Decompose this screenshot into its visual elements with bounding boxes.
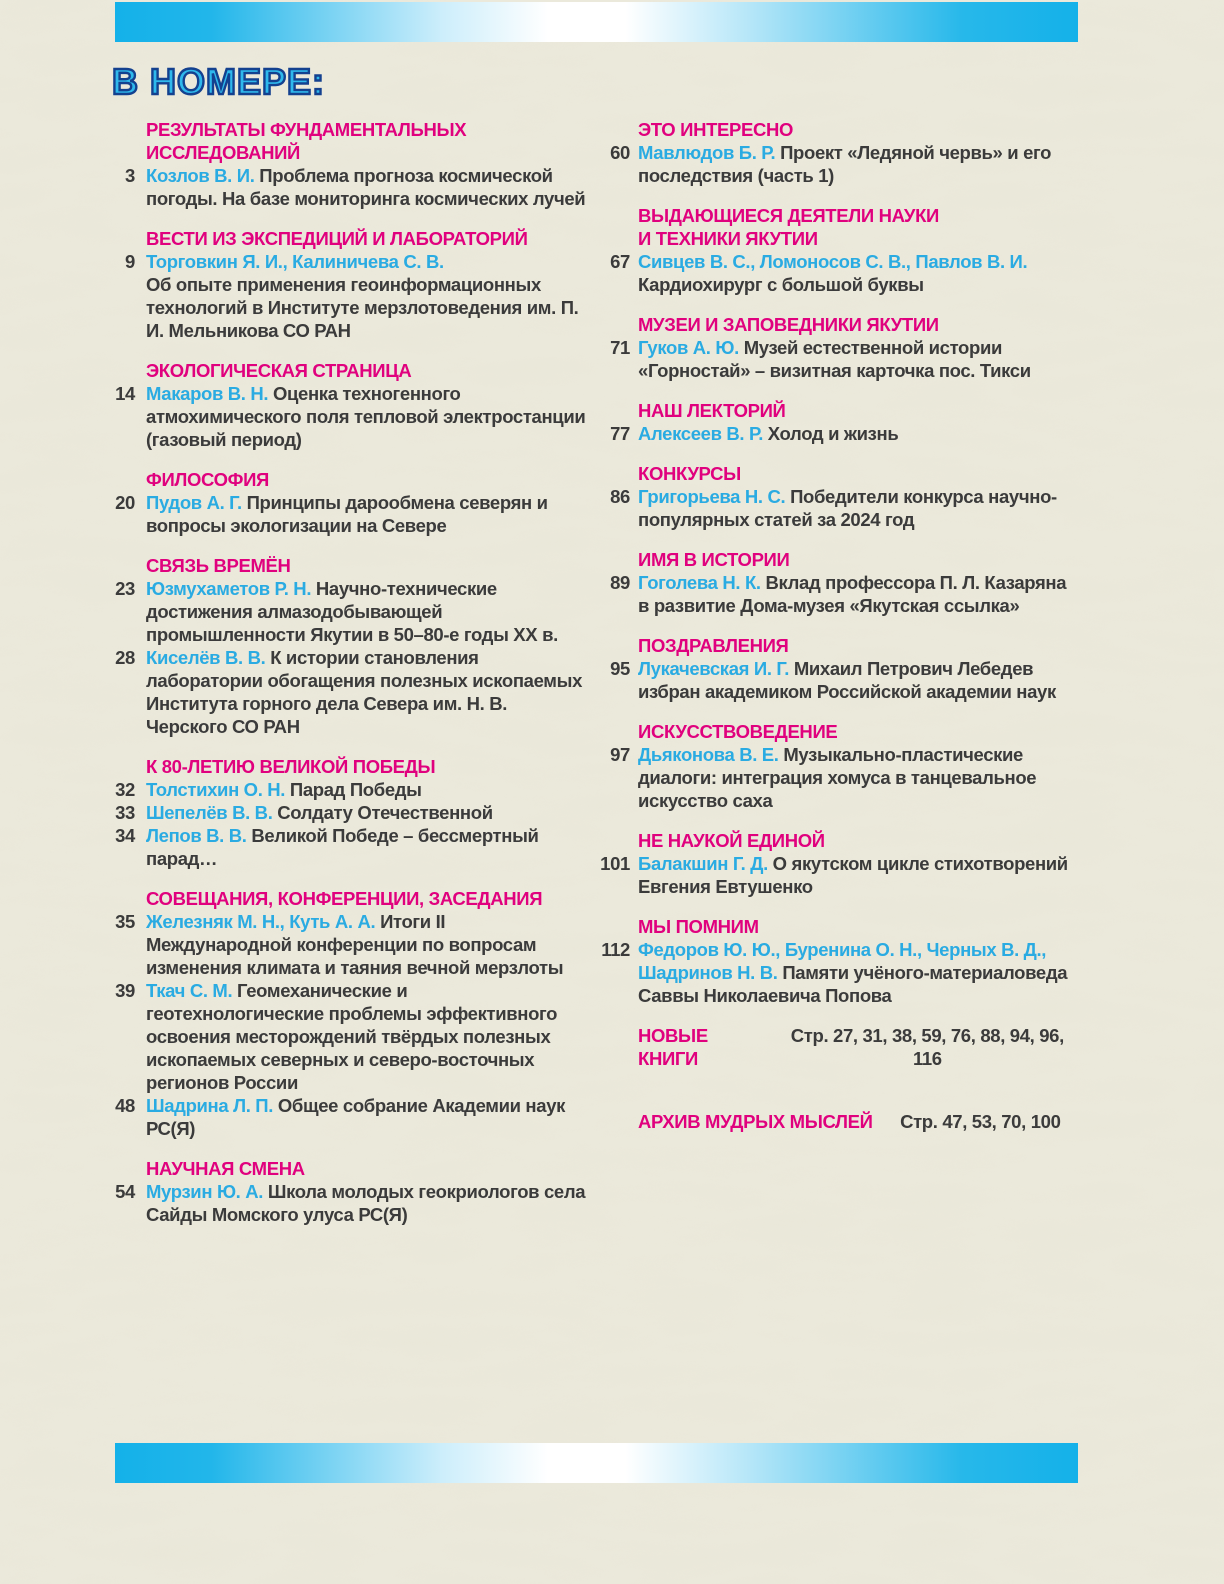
entry-body xyxy=(638,485,1074,531)
entry-body xyxy=(146,979,588,1094)
toc-section xyxy=(586,204,1074,296)
entry-page-number: 67 xyxy=(610,251,630,272)
section-header: СВЯЗЬ ВРЕМЁН xyxy=(146,555,291,576)
entry-title: Музыкально-пластические диалоги: интеграция хомуса в танцевальное искусство саха xyxy=(638,744,1037,811)
entry-page-number: 60 xyxy=(610,142,630,163)
toc-ref-section xyxy=(586,1024,1074,1070)
entry-page-number: 101 xyxy=(600,853,630,874)
entry-body xyxy=(638,571,1074,617)
entry-authors: Гуков А. Ю. xyxy=(638,337,744,358)
entry-title: Вклад профессора П. Л. Казаряна в развитие Дома-музея «Якутская ссылка» xyxy=(638,572,1067,616)
toc-entry xyxy=(586,657,1074,703)
toc-entry xyxy=(586,422,1074,445)
section-header: НОВЫЕ КНИГИ xyxy=(638,1025,708,1069)
entry-title: Памяти учёного-материаловеда Саввы Николаевича Попова xyxy=(638,962,1068,1006)
section-header: МУЗЕИ И ЗАПОВЕДНИКИ ЯКУТИИ xyxy=(638,314,939,335)
entry-authors: Гоголева Н. К. xyxy=(638,572,766,593)
toc-section xyxy=(586,548,1074,617)
toc-entry xyxy=(96,979,588,1094)
toc-entry xyxy=(586,743,1074,812)
section-header: НАШ ЛЕКТОРИЙ xyxy=(638,400,786,421)
entry-body xyxy=(638,743,1074,812)
toc-entry xyxy=(96,1094,588,1140)
entry-page-number: 34 xyxy=(115,825,135,846)
section-header: ИМЯ В ИСТОРИИ xyxy=(638,549,790,570)
toc-entry xyxy=(586,571,1074,617)
entry-body xyxy=(638,657,1074,703)
entry-title: Парад Победы xyxy=(289,779,422,800)
toc-entry xyxy=(96,577,588,646)
entry-body xyxy=(638,336,1074,382)
toc-section xyxy=(586,313,1074,382)
toc-column-left xyxy=(96,118,588,1226)
entry-page-number: 3 xyxy=(125,165,135,186)
entry-body xyxy=(146,250,588,342)
toc-section xyxy=(586,915,1074,1007)
entry-title: Кардиохирург с большой буквы xyxy=(638,274,924,295)
section-header: ЭТО ИНТЕРЕСНО xyxy=(638,119,794,140)
entry-authors: Козлов В. И. xyxy=(146,165,260,186)
entry-page-number: 32 xyxy=(115,779,135,800)
section-page-refs: Стр. 27, 31, 38, 59, 76, 88, 94, 96, 116 xyxy=(790,1025,1064,1069)
entry-page-number: 23 xyxy=(115,578,135,599)
entry-body xyxy=(638,422,1074,445)
entry-page-number: 48 xyxy=(115,1095,135,1116)
toc-section xyxy=(586,399,1074,445)
toc-entry xyxy=(96,910,588,979)
section-header: РЕЗУЛЬТАТЫ ФУНДАМЕНТАЛЬНЫХ xyxy=(146,119,467,140)
toc-section xyxy=(586,462,1074,531)
page-title: В НОМЕРЕ: xyxy=(112,61,326,102)
entry-authors: Лепов В. В. xyxy=(146,825,252,846)
entry-title: Музей естественной истории «Горностай» – визитная карточка пос. Тикси xyxy=(638,337,1031,381)
entry-title: Оценка техногенного атмохимического поля тепловой электростанции (газовый период) xyxy=(146,383,586,450)
entry-authors: Железняк М. Н., Куть А. А. xyxy=(146,911,381,932)
top-gradient-bar xyxy=(115,2,1078,42)
section-header: К 80-ЛЕТИЮ ВЕЛИКОЙ ПОБЕДЫ xyxy=(146,756,436,777)
section-header: ПОЗДРАВЛЕНИЯ xyxy=(638,635,789,656)
entry-authors: Сивцев В. С., Ломоносов С. В., Павлов В. И. xyxy=(638,251,1028,272)
toc-section xyxy=(96,1157,588,1226)
entry-body xyxy=(638,852,1074,898)
toc-entry xyxy=(586,141,1074,187)
entry-title: Итоги II Международной конференции по вопросам изменения климата и таяния вечной мерзлоты xyxy=(146,911,564,978)
toc-entry xyxy=(96,778,588,801)
section-header: И ТЕХНИКИ ЯКУТИИ xyxy=(638,228,818,249)
entry-authors: Алексеев В. Р. xyxy=(638,423,768,444)
entry-page-number: 28 xyxy=(115,647,135,668)
section-header: МЫ ПОМНИМ xyxy=(638,916,759,937)
section-header: АРХИВ МУДРЫХ МЫСЛЕЙ xyxy=(638,1111,873,1132)
toc-section xyxy=(96,468,588,537)
entry-body xyxy=(146,491,588,537)
entry-title: К истории становления лаборатории обогащения полезных ископаемых Института горного дела Севера им. Н. В. Черского СО РАН xyxy=(146,647,583,737)
entry-authors: Киселёв В. В. xyxy=(146,647,271,668)
toc-entry xyxy=(96,164,588,210)
toc-section xyxy=(586,720,1074,812)
section-page-refs: Стр. 47, 53, 70, 100 xyxy=(900,1111,1061,1132)
entry-body xyxy=(638,250,1074,296)
toc-entry xyxy=(96,1180,588,1226)
entry-body xyxy=(146,1094,588,1140)
toc-entry xyxy=(586,852,1074,898)
entry-authors: Макаров В. Н. xyxy=(146,383,273,404)
entry-title: Научно-технические достижения алмазодобывающей промышленности Якутии в 50–80-е годы XX в. xyxy=(146,578,558,645)
ref-row xyxy=(638,1110,1074,1133)
entry-page-number: 39 xyxy=(115,980,135,1001)
toc-column-right xyxy=(586,118,1074,1133)
entry-authors: Пудов А. Г. xyxy=(146,492,247,513)
toc-ref-section xyxy=(586,1110,1074,1133)
entry-page-number: 97 xyxy=(610,744,630,765)
toc-entry xyxy=(586,485,1074,531)
entry-page-number: 95 xyxy=(610,658,630,679)
entry-page-number: 33 xyxy=(115,802,135,823)
entry-page-number: 20 xyxy=(115,492,135,513)
ref-row xyxy=(638,1024,1074,1070)
section-header: НАУЧНАЯ СМЕНА xyxy=(146,1158,305,1179)
entry-authors: Мурзин Ю. А. xyxy=(146,1181,268,1202)
entry-title: Проблема прогноза космической погоды. На базе мониторинга космических лучей xyxy=(146,165,586,209)
entry-body xyxy=(638,141,1074,187)
entry-title: О якутском цикле стихотворений Евгения Евтушенко xyxy=(638,853,1068,897)
toc-entry xyxy=(96,491,588,537)
entry-body xyxy=(146,382,588,451)
entry-body xyxy=(146,910,588,979)
entry-authors: Дьяконова В. Е. xyxy=(638,744,784,765)
section-header: КОНКУРСЫ xyxy=(638,463,741,484)
entry-title: Об опыте применения геоинформационных технологий в Институте мерзлотоведения им. П. И. Мельникова СО РАН xyxy=(146,274,579,341)
toc-section xyxy=(96,554,588,738)
section-header: ВЫДАЮЩИЕСЯ ДЕЯТЕЛИ НАУКИ xyxy=(638,205,939,226)
entry-authors: Торговкин Я. И., Калиничева С. В. xyxy=(146,251,444,272)
toc-section xyxy=(96,359,588,451)
section-header: ЭКОЛОГИЧЕСКАЯ СТРАНИЦА xyxy=(146,360,412,381)
toc-entry xyxy=(96,382,588,451)
entry-body xyxy=(638,938,1074,1007)
entry-title: Принципы дарообмена северян и вопросы экологизации на Севере xyxy=(146,492,548,536)
toc-entry xyxy=(96,250,588,342)
entry-page-number: 89 xyxy=(610,572,630,593)
entry-authors: Балакшин Г. Д. xyxy=(638,853,773,874)
entry-authors: Григорьева Н. С. xyxy=(638,486,791,507)
entry-title: Великой Победе – бессмертный парад… xyxy=(146,825,539,869)
entry-body xyxy=(146,824,588,870)
entry-title: Солдату Отечественной xyxy=(277,802,493,823)
entry-title: Михаил Петрович Лебедев избран академиком Российской академии наук xyxy=(638,658,1056,702)
entry-title: Холод и жизнь xyxy=(767,423,899,444)
toc-entry xyxy=(586,938,1074,1007)
entry-title: Школа молодых геокриологов села Сайды Момского улуса РС(Я) xyxy=(146,1181,586,1225)
entry-body xyxy=(146,577,588,646)
entry-authors: Толстихин О. Н. xyxy=(146,779,290,800)
entry-page-number: 54 xyxy=(115,1181,135,1202)
entry-body xyxy=(146,164,588,210)
entry-page-number: 35 xyxy=(115,911,135,932)
section-header: ИСКУССТВОВЕДЕНИЕ xyxy=(638,721,838,742)
entry-page-number: 112 xyxy=(601,939,630,960)
entry-title: Общее собрание Академии наук РС(Я) xyxy=(146,1095,566,1139)
toc-section xyxy=(96,227,588,342)
toc-section xyxy=(96,118,588,210)
toc-section xyxy=(586,118,1074,187)
entry-page-number: 71 xyxy=(610,337,630,358)
toc-entry xyxy=(96,801,588,824)
toc-section xyxy=(96,887,588,1140)
toc-entry xyxy=(586,336,1074,382)
section-header: ИССЛЕДОВАНИЙ xyxy=(146,142,300,163)
entry-body xyxy=(146,778,588,801)
toc-entry xyxy=(96,824,588,870)
toc-entry xyxy=(96,646,588,738)
toc-entry xyxy=(586,250,1074,296)
toc-section xyxy=(586,634,1074,703)
entry-title: Проект «Ледяной червь» и его последствия (часть 1) xyxy=(638,142,1052,186)
entry-title: Геомеханические и геотехнологические проблемы эффективного освоения месторождений твёрдых полезных ископаемых северных и северо-восточных регионов России xyxy=(146,980,558,1093)
entry-title: Победители конкурса научно-популярных статей за 2024 год xyxy=(638,486,1057,530)
entry-authors: Лукачевская И. Г. xyxy=(638,658,794,679)
entry-body xyxy=(146,801,588,824)
entry-authors: Шепелёв В. В. xyxy=(146,802,278,823)
entry-page-number: 9 xyxy=(125,251,135,272)
entry-authors: Шадрина Л. П. xyxy=(146,1095,278,1116)
section-header: НЕ НАУКОЙ ЕДИНОЙ xyxy=(638,830,825,851)
bottom-gradient-bar xyxy=(115,1443,1078,1483)
entry-authors: Ткач С. М. xyxy=(146,980,238,1001)
entry-page-number: 86 xyxy=(610,486,630,507)
entry-authors: Мавлюдов Б. Р. xyxy=(638,142,781,163)
toc-section xyxy=(586,829,1074,898)
entry-body xyxy=(146,646,588,738)
entry-page-number: 77 xyxy=(610,423,630,444)
section-header: СОВЕЩАНИЯ, КОНФЕРЕНЦИИ, ЗАСЕДАНИЯ xyxy=(146,888,543,909)
entry-body xyxy=(146,1180,588,1226)
toc-section xyxy=(96,755,588,870)
section-header: ФИЛОСОФИЯ xyxy=(146,469,269,490)
entry-authors: Юзмухаметов Р. Н. xyxy=(146,578,316,599)
entry-page-number: 14 xyxy=(115,383,135,404)
entry-authors: Федоров Ю. Ю., Буренина О. Н., Черных В. Д., Шадринов Н. В. xyxy=(638,939,1047,983)
section-header: ВЕСТИ ИЗ ЭКСПЕДИЦИЙ И ЛАБОРАТОРИЙ xyxy=(146,228,528,249)
